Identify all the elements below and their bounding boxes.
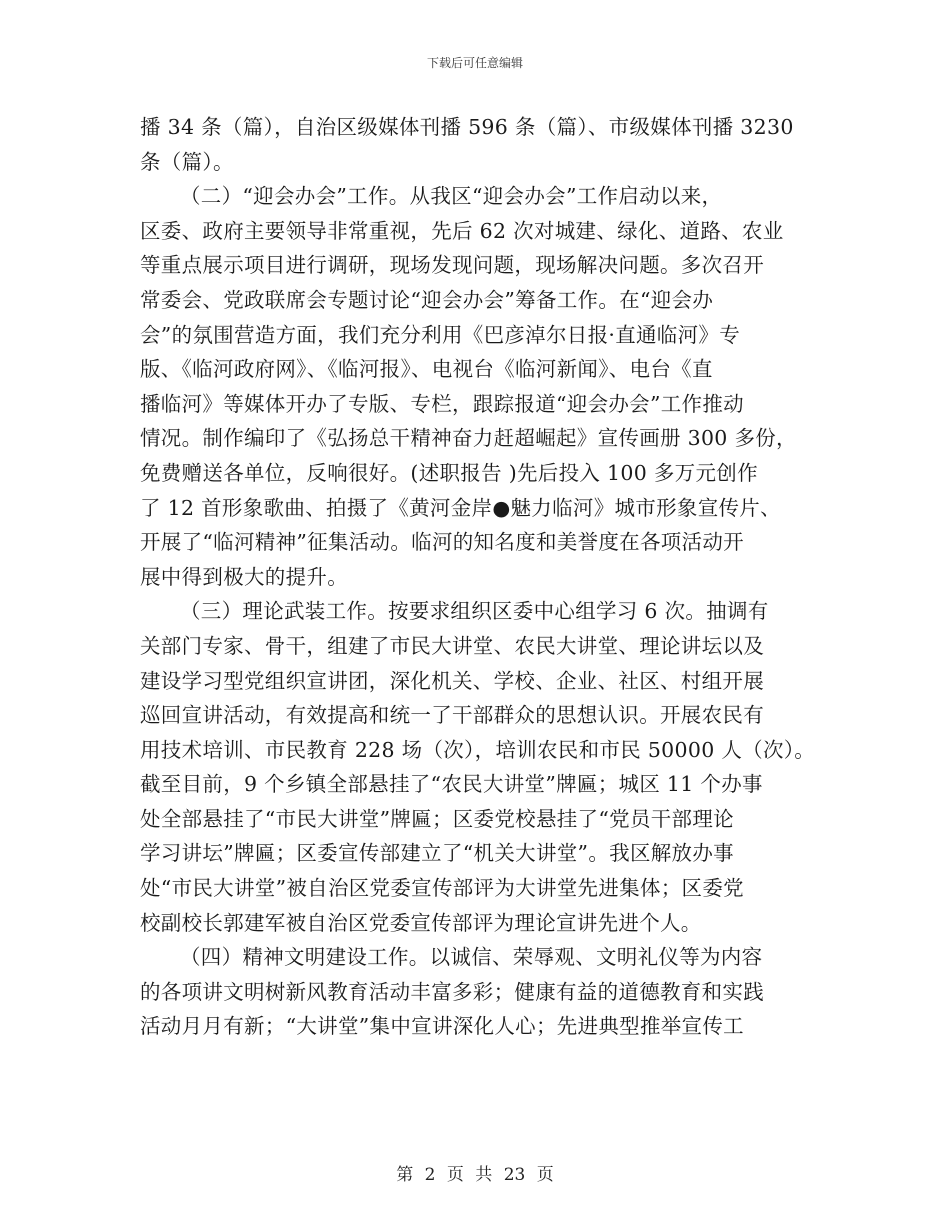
page-header: 下载后可任意编辑 (426, 56, 523, 70)
text-line: 巡回宣讲活动，有效提高和统一了干部群众的思想认识。开展农民有 (140, 703, 764, 728)
text-line: 关部门专家、骨干，组建了市民大讲堂、农民大讲堂、理论讲坛以及 (140, 633, 764, 658)
text-line: （四）精神文明建设工作。以诚信、荣辱观、文明礼仪等为内容 (180, 945, 763, 970)
text-line: 用技术培训、市民教育 228 场（次），培训农民和市民 50000 人（次）。 (140, 737, 816, 762)
text-line: 截至目前，9 个乡镇全部悬挂了“农民大讲堂”牌匾；城区 11 个办事 (140, 772, 763, 797)
text-line: 播临河》等媒体开办了专版、专栏，跟踪报道“迎会办会”工作推动 (140, 391, 744, 416)
text-line: （二）“迎会办会”工作。从我区“迎会办会”工作启动以来， (180, 184, 723, 209)
text-line: 开展了“临河精神”征集活动。临河的知名度和美誉度在各项活动开 (140, 530, 744, 555)
text-line: 处“市民大讲堂”被自治区党委宣传部评为大讲堂先进集体；区委党 (140, 876, 744, 901)
text-line: 处全部悬挂了“市民大讲堂”牌匾；区委党校悬挂了“党员干部理论 (140, 806, 734, 831)
text-line: 了 12 首形象歌曲、拍摄了《黄河金岸●魅力临河》城市形象宣传片、 (140, 495, 781, 520)
text-line: 校副校长郭建军被自治区党委宣传部评为理论宣讲先进个人。 (140, 910, 702, 935)
paragraph-yinghui-banhui (140, 179, 812, 594)
text-line: 展中得到极大的提升。 (140, 564, 348, 589)
text-line: 情况。制作编印了《弘扬总干精神奋力赶超崛起》宣传画册 300 多份， (140, 426, 797, 451)
text-line: 区委、政府主要领导非常重视，先后 62 次对城建、绿化、道路、农业 (140, 218, 784, 243)
page-number-footer: 第 2 页 共 23 页 (396, 1165, 554, 1185)
text-line: 常委会、党政联席会专题讨论“迎会办会”筹备工作。在“迎会办 (140, 287, 714, 312)
paragraph-civilization (140, 940, 812, 1044)
text-line: 等重点展示项目进行调研，现场发现问题，现场解决问题。多次召开 (140, 253, 764, 278)
text-line: 活动月月有新；“大讲堂”集中宣讲深化人心；先进典型推举宣传工 (140, 1014, 744, 1039)
text-line: 播 34 条（篇），自治区级媒体刊播 596 条（篇）、市级媒体刊播 3230 (140, 115, 794, 139)
text-line: 建设学习型党组织宣讲团，深化机关、学校、企业、社区、村组开展 (140, 668, 764, 693)
text-line: 版、《临河政府网》、《临河报》、电视台《临河新闻》、电台《直 (140, 357, 713, 382)
text-line: 学习讲坛”牌匾；区委宣传部建立了“机关大讲堂”。我区解放办事 (140, 841, 734, 866)
text-line: 会”的氛围营造方面，我们充分利用《巴彦淖尔日报·直通临河》专 (140, 322, 740, 347)
paragraph-theory-work (140, 594, 816, 940)
text-line: 条（篇）。 (140, 149, 234, 174)
text-line: （三）理论武装工作。按要求组织区委中心组学习 6 次。抽调有 (180, 599, 769, 624)
text-line: 的各项讲文明树新风教育活动丰富多彩；健康有益的道德教育和实践 (140, 979, 764, 1004)
paragraph-media-stats (140, 110, 812, 179)
text-line: 免费赠送各单位，反响很好。(述职报告 )先后投入 100 多万元创作 (140, 460, 758, 485)
document-body (140, 110, 816, 1044)
